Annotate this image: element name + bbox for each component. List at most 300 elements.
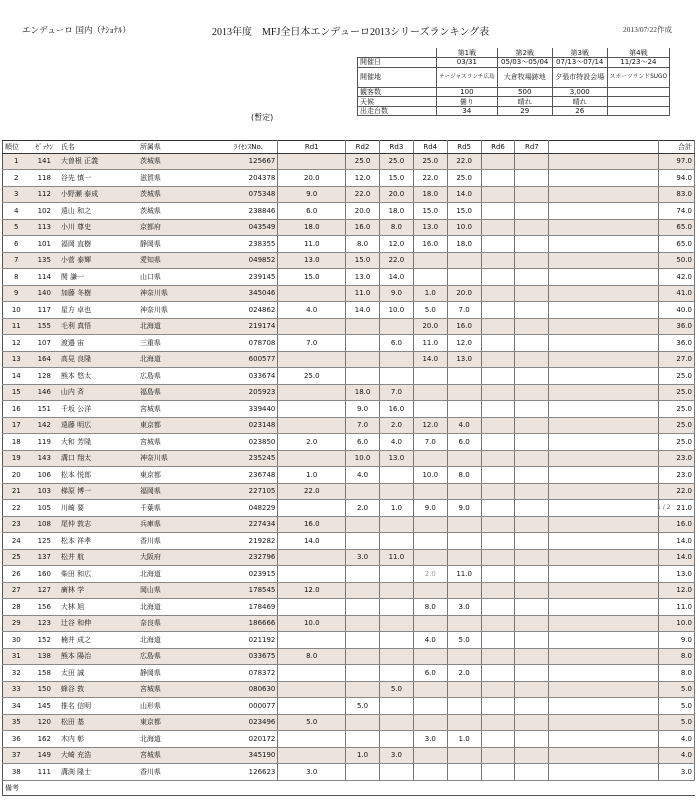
rd7-points: [515, 434, 549, 451]
blank-cell: [591, 500, 625, 517]
blank-cell: [549, 500, 591, 517]
rd4-points: 22.0: [413, 170, 447, 187]
rd3-points: 25.0: [379, 153, 413, 170]
rider-name: 松本 悦郎: [59, 467, 138, 484]
rd3-points: 13.0: [379, 450, 413, 467]
rd4-points: [413, 582, 447, 599]
rd1-points: [278, 747, 346, 764]
rd7-points: [515, 698, 549, 715]
rd1-points: 11.0: [278, 236, 346, 253]
blank-cell: [591, 434, 625, 451]
total-points: 36.0: [658, 318, 694, 335]
rd3-points: [379, 665, 413, 682]
rd5-points: [447, 483, 481, 500]
rd3-points: [379, 582, 413, 599]
total-points: 25.0: [658, 401, 694, 418]
rider-name: 高見 良隆: [59, 351, 138, 368]
rd4-points: 12.0: [413, 417, 447, 434]
rank-cell: 17: [3, 417, 30, 434]
rd1-points: 10.0: [278, 615, 346, 632]
rd7-points: [515, 318, 549, 335]
total-points: 12.0: [658, 582, 694, 599]
rd5-points: 16.0: [447, 318, 481, 335]
rank-cell: 2: [3, 170, 30, 187]
rider-name: 毛利 真悟: [59, 318, 138, 335]
rd1-points: [278, 549, 346, 566]
blank-cell: [549, 648, 591, 665]
rd4-points: 1.0: [413, 285, 447, 302]
rd5-points: [447, 764, 481, 781]
rd3-points: [379, 615, 413, 632]
rd2-points: [346, 351, 380, 368]
rd2-points: 6.0: [346, 434, 380, 451]
blank-cell: [591, 632, 625, 649]
prefecture: 宮城県: [138, 681, 219, 698]
blank-cell: [624, 153, 658, 170]
created-date: 2013/07/22作成: [622, 25, 672, 34]
rider-name: 木内 彰: [59, 731, 138, 748]
rd6-points: [481, 467, 515, 484]
blank-cell: [624, 731, 658, 748]
rd6-points: [481, 219, 515, 236]
col-rd2: Rd2: [346, 141, 380, 154]
rd5-points: 5.0: [447, 632, 481, 649]
rd5-points: 10.0: [447, 219, 481, 236]
license-number: 023496: [219, 714, 278, 731]
blank-cell: [624, 698, 658, 715]
total-points: 5.0: [658, 714, 694, 731]
rd4-points: 3.0: [413, 731, 447, 748]
ranking-table: [2, 140, 695, 796]
rd5-points: [447, 714, 481, 731]
rider-name: 大曽根 正義: [59, 153, 138, 170]
rank-cell: 20: [3, 467, 30, 484]
rd4-points: [413, 269, 447, 286]
bib-cell: 151: [30, 401, 59, 418]
blank-cell: [549, 549, 591, 566]
rd7-points: [515, 401, 549, 418]
blank-cell: [549, 219, 591, 236]
table-row: [3, 599, 695, 616]
rd7-points: [515, 351, 549, 368]
spectators-label: 観客数: [358, 87, 437, 97]
rd4-points: 11.0: [413, 335, 447, 352]
prefecture: 山口県: [138, 269, 219, 286]
blank-cell: [549, 318, 591, 335]
total-points: 27.0: [658, 351, 694, 368]
rd2-points: [346, 648, 380, 665]
rank-cell: 10: [3, 302, 30, 319]
blank-cell: [624, 632, 658, 649]
bib-cell: 112: [30, 186, 59, 203]
blank-cell: [624, 269, 658, 286]
rd2-points: 25.0: [346, 153, 380, 170]
blank-cell: [549, 483, 591, 500]
license-number: 033675: [219, 648, 278, 665]
remarks-label: 備考: [3, 780, 30, 795]
rd4-points: [413, 483, 447, 500]
rank-cell: 19: [3, 450, 30, 467]
bib-cell: 138: [30, 648, 59, 665]
rd4-points: [413, 764, 447, 781]
rd6-points: [481, 236, 515, 253]
bib-cell: 155: [30, 318, 59, 335]
rd6-points: [481, 302, 515, 319]
event-spectators: 3,000: [552, 87, 607, 97]
rd2-points: [346, 566, 380, 583]
rd7-points: [515, 632, 549, 649]
rider-name: 松井 航: [59, 549, 138, 566]
table-row: [3, 219, 695, 236]
weather-label: 天候: [358, 97, 437, 107]
blank-cell: [624, 417, 658, 434]
blank-cell: [624, 384, 658, 401]
col-rd4: Rd4: [413, 141, 447, 154]
blank-cell: [624, 434, 658, 451]
license-number: 219282: [219, 533, 278, 550]
rd1-points: [278, 153, 346, 170]
blank-cell: [549, 302, 591, 319]
blank-cell: [591, 269, 625, 286]
rank-cell: 30: [3, 632, 30, 649]
prefecture: 北海道: [138, 318, 219, 335]
rd7-points: [515, 285, 549, 302]
rider-name: 遠山 和之: [59, 203, 138, 220]
rider-name: 大和 芳隆: [59, 434, 138, 451]
bib-cell: 143: [30, 450, 59, 467]
rd5-points: [447, 368, 481, 385]
bib-cell: 160: [30, 566, 59, 583]
rider-name: 山内 斉: [59, 384, 138, 401]
rd1-points: 3.0: [278, 764, 346, 781]
rd2-points: [346, 368, 380, 385]
rd1-points: 13.0: [278, 252, 346, 269]
provisional-label: (暫定): [251, 113, 274, 122]
bib-cell: 120: [30, 714, 59, 731]
rider-name: 蜂谷 敦: [59, 681, 138, 698]
rd3-points: 6.0: [379, 335, 413, 352]
rd5-points: 22.0: [447, 153, 481, 170]
rd2-points: [346, 533, 380, 550]
total-points: 25.0: [658, 417, 694, 434]
rider-name: 小野瀬 泰成: [59, 186, 138, 203]
rd4-points: 8.0: [413, 599, 447, 616]
blank-cell: [624, 615, 658, 632]
blank-cell: [624, 186, 658, 203]
blank-cell: [591, 170, 625, 187]
blank-cell: [549, 467, 591, 484]
remarks-row: [3, 780, 695, 795]
rd3-points: 11.0: [379, 549, 413, 566]
blank-cell: [624, 648, 658, 665]
total-points: 83.0: [658, 186, 694, 203]
rd5-points: [447, 582, 481, 599]
rd5-points: [447, 401, 481, 418]
bib-cell: 140: [30, 285, 59, 302]
total-points: 65.0: [658, 236, 694, 253]
license-number: 236748: [219, 467, 278, 484]
prefecture: 茨城県: [138, 153, 219, 170]
rd2-points: 16.0: [346, 219, 380, 236]
rd4-points: [413, 698, 447, 715]
blank-cell: [549, 153, 591, 170]
blank-cell: [549, 747, 591, 764]
bib-cell: 102: [30, 203, 59, 220]
blank-cell: [549, 285, 591, 302]
rd4-points: 5.0: [413, 302, 447, 319]
blank-cell: [549, 566, 591, 583]
rd6-points: [481, 747, 515, 764]
total-points: 4.0: [658, 731, 694, 748]
date-label: 開催日: [358, 58, 437, 68]
bib-cell: 107: [30, 335, 59, 352]
total-points: 13.0: [658, 566, 694, 583]
rd1-points: [278, 731, 346, 748]
event-date: 07/13～07/14: [552, 58, 607, 68]
blank-cell: [591, 401, 625, 418]
rank-cell: 23: [3, 516, 30, 533]
rank-cell: 38: [3, 764, 30, 781]
rd6-points: [481, 384, 515, 401]
blank-cell: [591, 450, 625, 467]
blank-cell: [624, 714, 658, 731]
table-row: [3, 302, 695, 319]
rd5-points: 15.0: [447, 203, 481, 220]
prefecture: 滋賀県: [138, 170, 219, 187]
rd1-points: [278, 285, 346, 302]
prefecture: 宮城県: [138, 401, 219, 418]
rd5-points: 11.0: [447, 566, 481, 583]
rd3-points: 20.0: [379, 186, 413, 203]
rd7-points: [515, 731, 549, 748]
blank-cell: [549, 615, 591, 632]
rd4-points: [413, 384, 447, 401]
event-venue: 夕張市特設会場: [552, 67, 607, 87]
rd1-points: 6.0: [278, 203, 346, 220]
rd2-points: 11.0: [346, 285, 380, 302]
rd1-points: 8.0: [278, 648, 346, 665]
total-points: 25.0: [658, 384, 694, 401]
rd4-points: [413, 368, 447, 385]
rider-name: 熊本 陽治: [59, 648, 138, 665]
rank-cell: 32: [3, 665, 30, 682]
blank-cell: [624, 516, 658, 533]
rider-name: 谷先 慎一: [59, 170, 138, 187]
event-weather: 曇り: [437, 97, 498, 107]
bib-cell: 105: [30, 500, 59, 517]
total-points: 11.0: [658, 599, 694, 616]
rider-name: 溝渕 隆士: [59, 764, 138, 781]
total-points: 97.0: [658, 153, 694, 170]
rd3-points: 2.0: [379, 417, 413, 434]
rd6-points: [481, 203, 515, 220]
rd2-points: [346, 582, 380, 599]
table-row: [3, 632, 695, 649]
table-row: [3, 368, 695, 385]
blank-cell: [624, 351, 658, 368]
bib-cell: 150: [30, 681, 59, 698]
rd3-points: [379, 566, 413, 583]
rd2-points: [346, 764, 380, 781]
total-points: 65.0: [658, 219, 694, 236]
table-row: [3, 269, 695, 286]
rank-cell: 31: [3, 648, 30, 665]
table-row: [3, 483, 695, 500]
rd2-points: [346, 714, 380, 731]
rd7-points: [515, 582, 549, 599]
rd4-points: [413, 252, 447, 269]
bib-cell: 164: [30, 351, 59, 368]
total-points: 40.0: [658, 302, 694, 319]
total-points: 25.0: [658, 368, 694, 385]
rd4-points: 18.0: [413, 186, 447, 203]
blank-cell: [624, 747, 658, 764]
blank-cell: [549, 764, 591, 781]
rd7-points: [515, 566, 549, 583]
blank-cell: [591, 582, 625, 599]
rank-cell: 14: [3, 368, 30, 385]
rd2-points: 7.0: [346, 417, 380, 434]
event-venue: スポーツランドSUGO: [607, 67, 669, 87]
blank-cell: [591, 665, 625, 682]
license-number: 078708: [219, 335, 278, 352]
event-round: 第2戦: [497, 48, 552, 58]
blank-cell: [624, 252, 658, 269]
table-row: [3, 764, 695, 781]
blank-cell: [624, 467, 658, 484]
rd7-points: [515, 335, 549, 352]
rd6-points: [481, 665, 515, 682]
prefecture: 兵庫県: [138, 516, 219, 533]
rd2-points: 2.0: [346, 500, 380, 517]
blank-cell: [624, 533, 658, 550]
rd1-points: [278, 401, 346, 418]
blank-cell: [549, 269, 591, 286]
rd4-points: [413, 549, 447, 566]
table-row: [3, 566, 695, 583]
rd3-points: [379, 318, 413, 335]
total-points: 8.0: [658, 648, 694, 665]
rd4-points: 4.0: [413, 632, 447, 649]
starters-label: 出走台数: [358, 106, 437, 116]
rank-cell: 27: [3, 582, 30, 599]
rd2-points: [346, 681, 380, 698]
rd4-points: [413, 714, 447, 731]
table-row: [3, 747, 695, 764]
rd7-points: [515, 714, 549, 731]
blank-cell: [591, 384, 625, 401]
rider-name: 溝口 翔太: [59, 450, 138, 467]
blank-cell: [624, 566, 658, 583]
total-points: 74.0: [658, 203, 694, 220]
table-row: [3, 681, 695, 698]
rank-cell: 33: [3, 681, 30, 698]
blank-cell: [549, 186, 591, 203]
blank-cell: [591, 335, 625, 352]
rank-cell: 11: [3, 318, 30, 335]
blank-cell: [549, 714, 591, 731]
bib-cell: 118: [30, 170, 59, 187]
rd5-points: [447, 450, 481, 467]
event-round: 第4戦: [607, 48, 669, 58]
rider-name: 尾仲 敦志: [59, 516, 138, 533]
rd6-points: [481, 764, 515, 781]
col-bib: ｾﾞｯｹﾝ: [30, 141, 59, 154]
bib-cell: 114: [30, 269, 59, 286]
rd5-points: 9.0: [447, 500, 481, 517]
license-number: 238355: [219, 236, 278, 253]
rd7-points: [515, 153, 549, 170]
license-number: 345190: [219, 747, 278, 764]
rd1-points: [278, 698, 346, 715]
license-number: 239145: [219, 269, 278, 286]
blank-cell: [591, 236, 625, 253]
bib-cell: 117: [30, 302, 59, 319]
prefecture: 福島県: [138, 384, 219, 401]
event-date: 11/23～24: [607, 58, 669, 68]
blank-cell: [591, 302, 625, 319]
rider-name: 渡邉 宙: [59, 335, 138, 352]
prefecture: 静岡県: [138, 665, 219, 682]
blank-cell: [591, 252, 625, 269]
rd4-points: 13.0: [413, 219, 447, 236]
event-info-table: [357, 48, 670, 116]
total-points: 10.0: [658, 615, 694, 632]
rd4-points: 20.0: [413, 318, 447, 335]
blank-cell: [624, 318, 658, 335]
license-number: 345046: [219, 285, 278, 302]
rd6-points: [481, 714, 515, 731]
rank-cell: 13: [3, 351, 30, 368]
blank-cell: [591, 203, 625, 220]
blank-cell: [624, 483, 658, 500]
rd5-points: [447, 252, 481, 269]
prefecture: 香川県: [138, 533, 219, 550]
rd4-points: 14.0: [413, 351, 447, 368]
rd2-points: 5.0: [346, 698, 380, 715]
rd2-points: 20.0: [346, 203, 380, 220]
rank-cell: 29: [3, 615, 30, 632]
rd5-points: 20.0: [447, 285, 481, 302]
rd6-points: [481, 450, 515, 467]
rd3-points: [379, 351, 413, 368]
bib-cell: 149: [30, 747, 59, 764]
blank-cell: [549, 368, 591, 385]
rd3-points: [379, 533, 413, 550]
total-points: 3.0: [658, 764, 694, 781]
rd2-points: [346, 516, 380, 533]
rd3-points: 12.0: [379, 236, 413, 253]
license-number: 023915: [219, 566, 278, 583]
event-spectators: 500: [497, 87, 552, 97]
license-number: 238846: [219, 203, 278, 220]
blank-cell: [624, 681, 658, 698]
table-row: [3, 351, 695, 368]
blank-cell: [624, 665, 658, 682]
rd7-points: [515, 252, 549, 269]
blank-cell: [591, 368, 625, 385]
rd3-points: 18.0: [379, 203, 413, 220]
blank-cell: [549, 252, 591, 269]
rank-cell: 35: [3, 714, 30, 731]
total-points: 21.0: [658, 500, 694, 517]
blank-cell: [624, 450, 658, 467]
table-row: [3, 582, 695, 599]
rd7-points: [515, 615, 549, 632]
table-row: [3, 665, 695, 682]
rd5-points: 14.0: [447, 186, 481, 203]
total-points: 4.0: [658, 747, 694, 764]
